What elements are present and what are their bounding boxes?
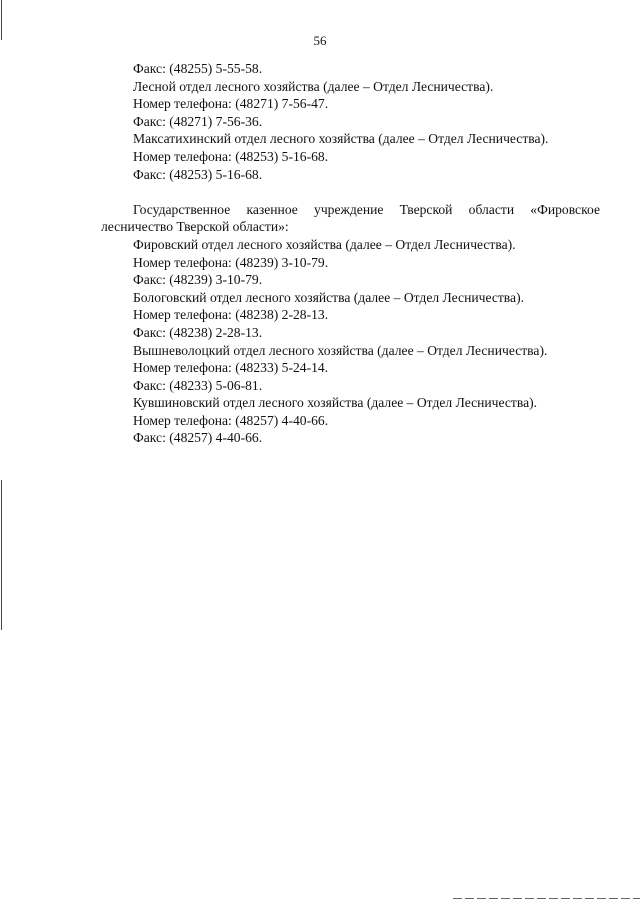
contact-block-second xyxy=(101,236,600,447)
text-line: Факс: (48255) 5-55-58. xyxy=(133,61,263,76)
text-line: Факс: (48271) 7-56-36. xyxy=(133,113,263,129)
document-body xyxy=(101,60,600,447)
text-line: Лесной отдел лесного хозяйства (далее – Отдел Лесничества). xyxy=(133,78,494,94)
text-line: Кувшиновский отдел лесного хозяйства (далее – Отдел Лесничества). xyxy=(133,395,538,411)
text-line: Номер телефона: (48233) 5-24-14. xyxy=(133,360,329,376)
institution-heading: Государственное казенное учреждение Тверской области «Фировское лесничество Тверской области»: xyxy=(101,201,600,235)
text-line: Номер телефона: (48239) 3-10-79. xyxy=(133,254,329,270)
footer-dashed-rule xyxy=(453,898,640,899)
text-line: Номер телефона: (48271) 7-56-47. xyxy=(133,96,329,112)
text-line: Номер телефона: (48238) 2-28-13. xyxy=(133,307,329,323)
text-line: Факс: (48253) 5-16-68. xyxy=(133,166,263,182)
page-number: 56 xyxy=(313,33,327,48)
text-line: Факс: (48238) 2-28-13. xyxy=(133,324,263,340)
text-line: Вышневолоцкий отдел лесного хозяйства (далее – Отдел Лесничества). xyxy=(133,342,548,358)
text-line: Номер телефона: (48253) 5-16-68. xyxy=(133,148,329,164)
scan-edge-mark xyxy=(1,0,2,40)
text-line: Факс: (48239) 3-10-79. xyxy=(133,272,263,288)
text-line: Бологовский отдел лесного хозяйства (далее – Отдел Лесничества). xyxy=(133,289,524,305)
text-line: Факс: (48233) 5-06-81. xyxy=(133,377,263,393)
scan-edge-mark xyxy=(1,480,2,630)
paragraph-gap xyxy=(101,183,600,201)
text-line: Факс: (48257) 4-40-66. xyxy=(133,430,263,446)
text-line: Номер телефона: (48257) 4-40-66. xyxy=(133,412,329,428)
text-line: Максатихинский отдел лесного хозяйства (далее – Отдел Лесничества). xyxy=(133,131,549,147)
text-line: Фировский отдел лесного хозяйства (далее – Отдел Лесничества). xyxy=(133,236,516,252)
contact-block-first xyxy=(101,60,600,183)
